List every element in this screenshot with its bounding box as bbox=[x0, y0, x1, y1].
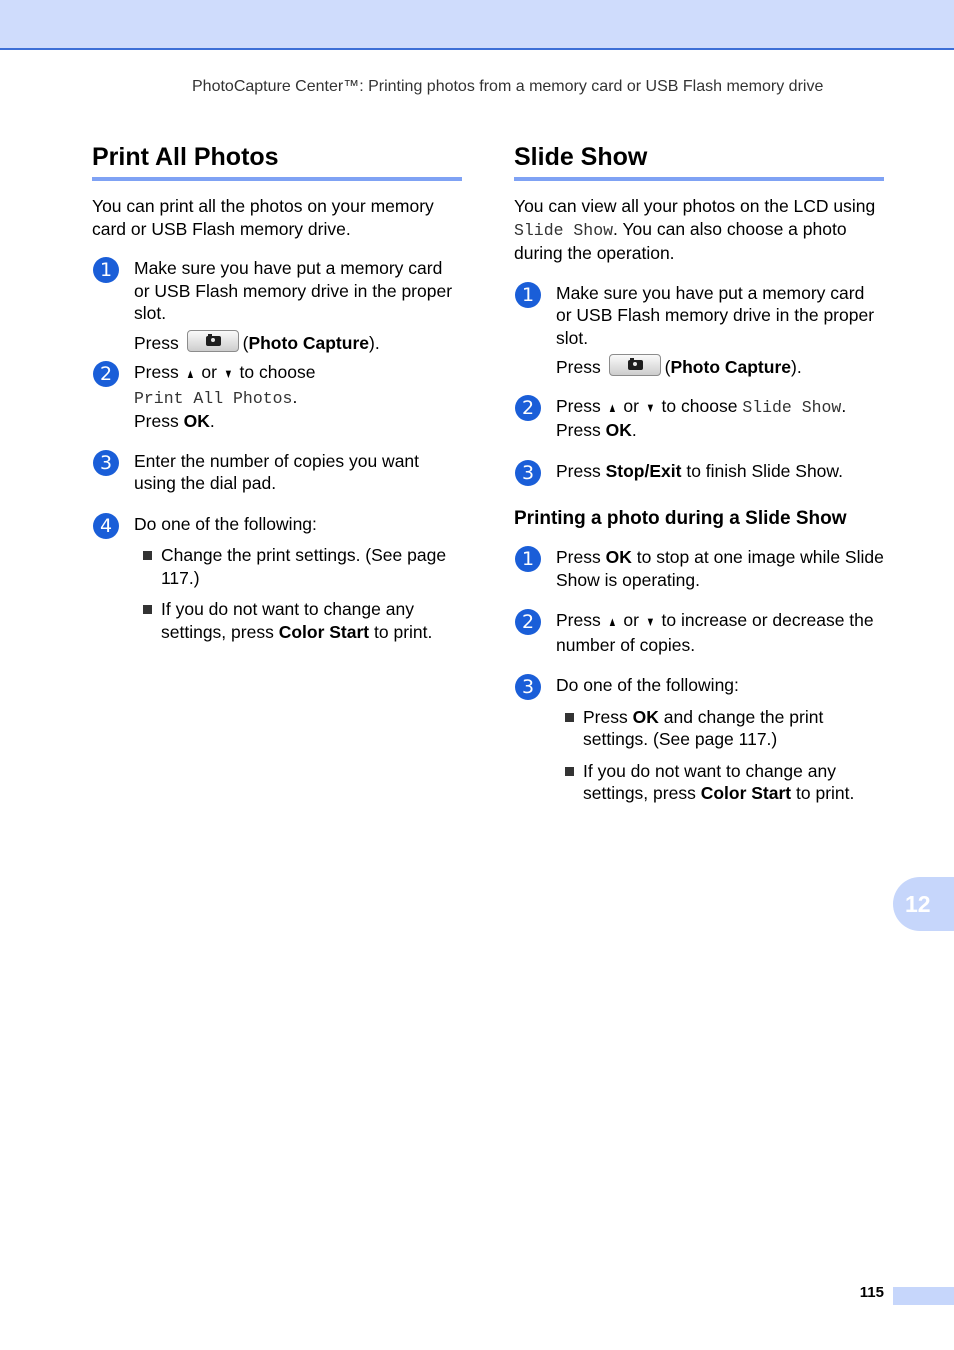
intro-text: You can view all your photos on the LCD using Slide Show. You can also choose a photo during the operation. bbox=[514, 196, 876, 263]
step-text: Make sure you have put a memory card or USB Flash memory drive in the proper slot. bbox=[134, 258, 453, 323]
step-2 bbox=[92, 361, 462, 433]
sub-step-2 bbox=[514, 609, 884, 656]
sub-step-1 bbox=[514, 546, 884, 591]
step-press-line: Press (Photo Capture). bbox=[556, 354, 884, 379]
lcd-option: Slide Show bbox=[514, 220, 614, 240]
page-number-bar bbox=[893, 1287, 954, 1305]
section-title-print-all-photos: Print All Photos bbox=[92, 140, 462, 181]
step-number-icon: 1 bbox=[515, 546, 541, 572]
step-number-icon: 2 bbox=[515, 609, 541, 635]
subsection-title: Printing a photo during a Slide Show bbox=[514, 508, 847, 529]
sub-step-3 bbox=[514, 674, 884, 805]
square-bullet-icon bbox=[565, 767, 574, 776]
step-text: Enter the number of copies you want using the dial pad. bbox=[134, 450, 420, 493]
left-column bbox=[92, 140, 462, 643]
down-arrow-icon: ▼ bbox=[645, 399, 655, 415]
step-number-icon: 2 bbox=[93, 361, 119, 387]
bullet-item: If you do not want to change any settings, press Color Start to print. bbox=[134, 598, 462, 643]
step-4 bbox=[92, 513, 462, 644]
step-text: Press OK to stop at one image while Slide Show is operating. bbox=[556, 547, 884, 590]
up-arrow-icon: ▲ bbox=[607, 614, 617, 629]
step-press-line: Press (Photo Capture). bbox=[134, 330, 462, 355]
bullet-item: Change the print settings. (See page 117.) bbox=[134, 544, 462, 589]
lcd-option: Print All Photos bbox=[134, 388, 293, 408]
step-number-icon: 2 bbox=[515, 395, 541, 421]
square-bullet-icon bbox=[143, 551, 152, 560]
step-1 bbox=[514, 282, 884, 379]
step-number-icon: 3 bbox=[93, 450, 119, 476]
step-number-icon: 4 bbox=[93, 513, 119, 539]
bullet-item: Press OK and change the print settings. (See page 117.) bbox=[556, 706, 884, 751]
step-2 bbox=[514, 395, 884, 442]
step-3 bbox=[92, 450, 462, 495]
up-arrow-icon: ▲ bbox=[607, 399, 617, 415]
step-text: Make sure you have put a memory card or USB Flash memory drive in the proper slot. bbox=[556, 282, 875, 348]
square-bullet-icon bbox=[143, 605, 152, 614]
step-text: Press ▲ or ▼ to choose Slide Show. Press OK. bbox=[556, 395, 847, 440]
right-column bbox=[514, 140, 884, 805]
down-arrow-icon: ▼ bbox=[223, 366, 233, 381]
bullet-item: If you do not want to change any settings, press Color Start to print. bbox=[556, 760, 884, 805]
chapter-tab: 12 bbox=[893, 877, 954, 931]
intro-text: You can print all the photos on your memory card or USB Flash memory drive. bbox=[92, 196, 434, 239]
photo-capture-key-icon bbox=[187, 330, 239, 352]
step-text: Press Stop/Exit to finish Slide Show. bbox=[556, 460, 843, 481]
running-header: PhotoCapture Center™: Printing photos from a memory card or USB Flash memory drive bbox=[192, 78, 824, 95]
up-arrow-icon: ▲ bbox=[185, 366, 195, 381]
page-number: 115 bbox=[859, 1284, 884, 1301]
step-text: Do one of the following: bbox=[134, 513, 317, 534]
step-3 bbox=[514, 460, 884, 483]
button-label: Photo Capture bbox=[670, 357, 791, 377]
photo-capture-key-icon bbox=[609, 354, 661, 376]
step-number-icon: 3 bbox=[515, 460, 541, 486]
lcd-option: Slide Show bbox=[742, 397, 842, 417]
camera-icon bbox=[628, 360, 643, 370]
step-text: Press ▲ or ▼ to choose Print All Photos. Press OK. bbox=[134, 362, 316, 431]
step-text: Press ▲ or ▼ to increase or decrease the number of copies. bbox=[556, 610, 874, 655]
square-bullet-icon bbox=[565, 713, 574, 722]
step-number-icon: 1 bbox=[515, 282, 541, 308]
down-arrow-icon: ▼ bbox=[645, 614, 655, 629]
step-text: Do one of the following: bbox=[556, 675, 739, 695]
step-number-icon: 3 bbox=[515, 674, 541, 700]
step-1 bbox=[92, 257, 462, 354]
step-number-icon: 1 bbox=[93, 257, 119, 283]
section-title-slide-show: Slide Show bbox=[514, 140, 884, 181]
button-label: Photo Capture bbox=[248, 332, 369, 353]
header-band bbox=[0, 0, 954, 50]
camera-icon bbox=[206, 336, 221, 346]
